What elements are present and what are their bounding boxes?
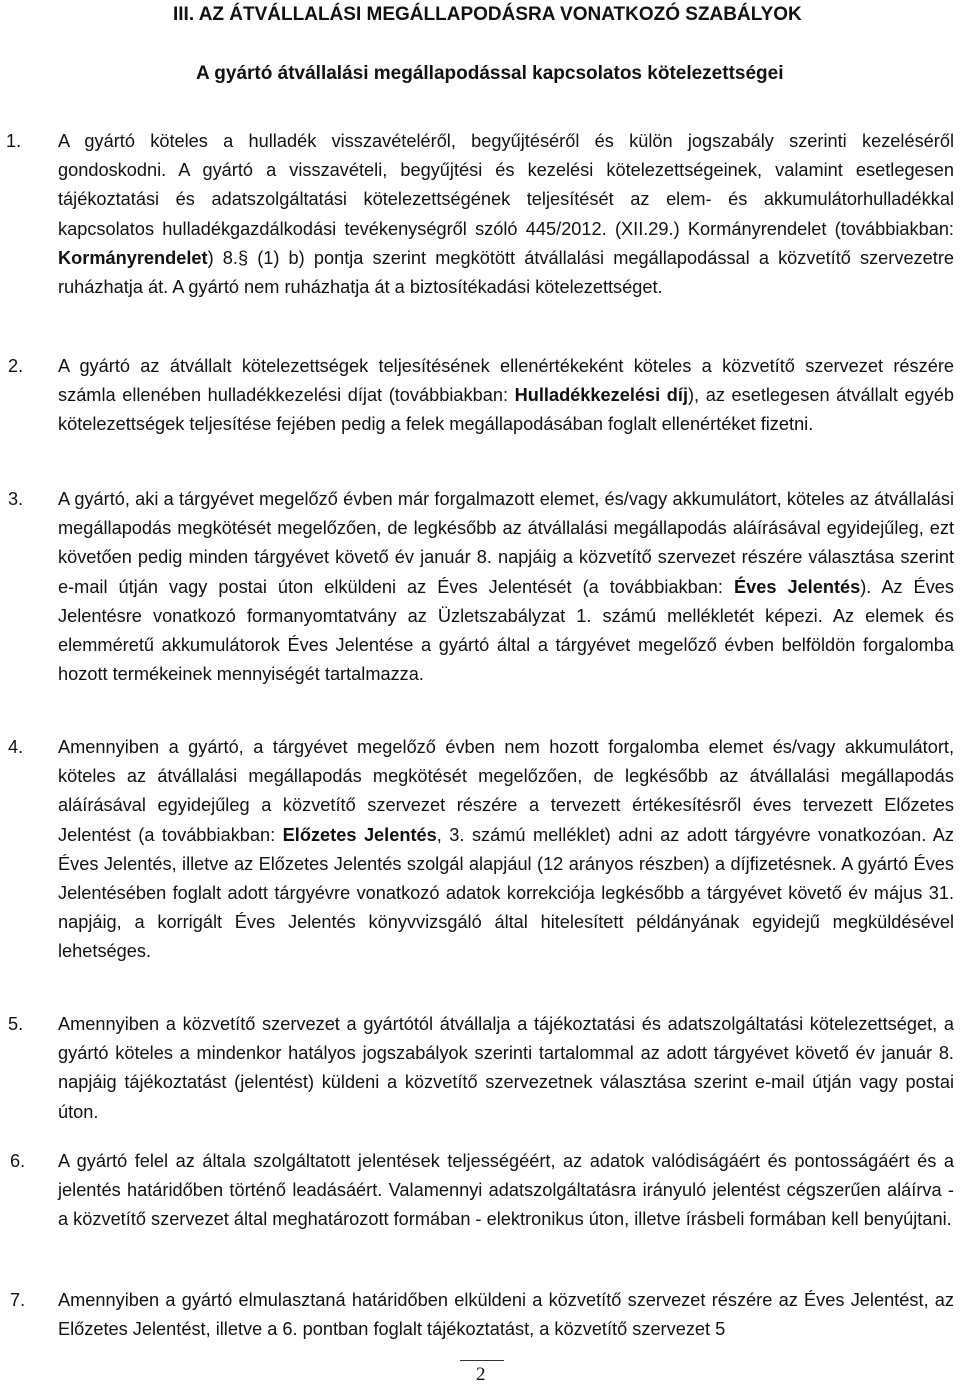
paragraph-text: A gyártó felel az általa szolgáltatott jelentések teljességéért, az adatok valódiságáért és pontosságáért és a jelentés határidőben történő leadásáért. Valamennyi adatszolgáltatásra irányuló jelentést cégszerűen aláírva - a közvetítő szervezet által meghatározott formában - elektronikus úton, illetve írásbeli formában kell benyújtani. — [58, 1151, 954, 1230]
paragraph-text: ), az esetlegesen átvállalt egyéb kötelezettségek teljesítése fejében pedig a felek megállapodásában foglalt ellenértéket fizetni. — [58, 385, 954, 435]
paragraph-text: A gyártó az átvállalt kötelezettségek teljesítésének ellenértékeként köteles a közvetítő szervezet részére számla ellenében hulladékkezelési díjat (továbbiakban: — [58, 356, 954, 406]
paragraph-number: 5. — [8, 1014, 24, 1034]
paragraph-number: 2. — [8, 356, 24, 376]
paragraph-text: Amennyiben a gyártó, a tárgyévet megelőző évben nem hozott forgalomba elemet és/vagy akkumulátort, köteles az átvállalási megállapodás megkötését megelőzően, de legkésőbb az átvállalási megállapodás aláírásával egyidejűleg a közvetítő szervezet részére a tervezett értékesítésről éves tervezett Előzetes Jelentést (a továbbiakban: — [58, 737, 954, 845]
paragraph-text: ). Az Éves Jelentésre vonatkozó formanyomtatvány az Üzletszabályzat 1. számú mellékletét képezi. Az elemek és elemméretű akkumulátorok Éves Jelentése a gyártó által a tárgyévet megelőző évben belföldön forgalomba hozott termékeinek mennyiségét tartalmazza. — [58, 576, 954, 685]
paragraph-text: , 3. számú melléklet) adni az adott tárgyévre vonatkozóan. Az Éves Jelentés, illetve az Előzetes Jelentés szolgál alapjául (12 arányos részben) a díjfizetésnek. A gyártó Éves Jelentésében foglalt adott tárgyévre vonatkozó adatok korrekciója legkésőbb a tárgyévet követő év május 31. napjáig, a korrigált Éves Jelentés könyvvizsgáló által hitelesített példányának egyidejű megküldésével lehetséges. — [58, 824, 954, 962]
page-number: 2 — [476, 1364, 486, 1385]
paragraph-text: A gyártó, aki a tárgyévet megelőző évben már forgalmazott elemet, és/vagy akkumulátort, köteles az átvállalási megállapodás megkötését megelőzően, de legkésőbb az átvállalási megállapodás aláírásával egyidejűleg, ezt követően pedig minden tárgyévet követő év január 8. napjáig a közvetítő szervezet részére választása szerint e-mail útján vagy postai úton elküldeni az Éves Jelentését (a továbbiakban: — [58, 489, 954, 597]
paragraph-2 — [8, 352, 954, 440]
footer-divider — [460, 1360, 504, 1361]
paragraph-1 — [6, 127, 954, 302]
defined-term: Előzetes Jelentés — [282, 824, 437, 845]
paragraph-number: 7. — [10, 1290, 26, 1310]
defined-term: Hulladékkezelési díj — [514, 385, 688, 406]
paragraph-text: Amennyiben a gyártó elmulasztaná határidőben elküldeni a közvetítő szervezet részére az Éves Jelentést, az Előzetes Jelentést, illetve a 6. pontban foglalt tájékoztatást, a közvetítő szervezet 5 — [58, 1290, 954, 1340]
paragraph-3 — [8, 485, 954, 689]
paragraph-number: 1. — [6, 131, 22, 151]
paragraph-text: ) 8.§ (1) b) pontja szerint megkötött átvállalási megállapodással a közvetítő szervezetre ruházhatja át. A gyártó nem ruházhatja át a biztosítékadási kötelezettséget. — [58, 247, 954, 298]
defined-term: Kormányrendelet — [58, 247, 208, 268]
paragraph-5 — [8, 1010, 954, 1127]
section-title: III. AZ ÁTVÁLLALÁSI MEGÁLLAPODÁSRA VONATKOZÓ SZABÁLYOK — [173, 4, 802, 25]
paragraph-number: 4. — [8, 737, 24, 757]
subsection-title: A gyártó átvállalási megállapodással kapcsolatos kötelezettségei — [196, 63, 784, 84]
paragraph-7 — [10, 1286, 954, 1344]
defined-term: Éves Jelentés — [733, 576, 861, 597]
paragraph-text: Amennyiben a közvetítő szervezet a gyártótól átvállalja a tájékoztatási és adatszolgáltatási kötelezettséget, a gyártó köteles a mindenkor hatályos jogszabályok szerinti tartalommal az adott tárgyévet követő év január 8. napjáig tájékoztatást (jelentést) küldeni a közvetítő szervezetnek választása szerint e-mail útján vagy postai úton. — [58, 1014, 954, 1122]
paragraph-number: 6. — [10, 1151, 26, 1171]
paragraph-number: 3. — [8, 489, 24, 509]
paragraph-text: A gyártó köteles a hulladék visszavételéről, begyűjtéséről és külön jogszabály szerinti kezeléséről gondoskodni. A gyártó a visszavételi, begyűjtési és kezelési kötelezettségeinek, valamint esetlegesen tájékoztatási és adatszolgáltatási kötelezettségének teljesítését az elem- és akkumulátorhulladékkal kapcsolatos hulladékgazdálkodási tevékenységről szóló 445/2012. (XII.29.) Kormányrendelet (továbbiakban: — [58, 131, 954, 239]
paragraph-4 — [8, 733, 954, 967]
paragraph-6 — [10, 1147, 954, 1235]
